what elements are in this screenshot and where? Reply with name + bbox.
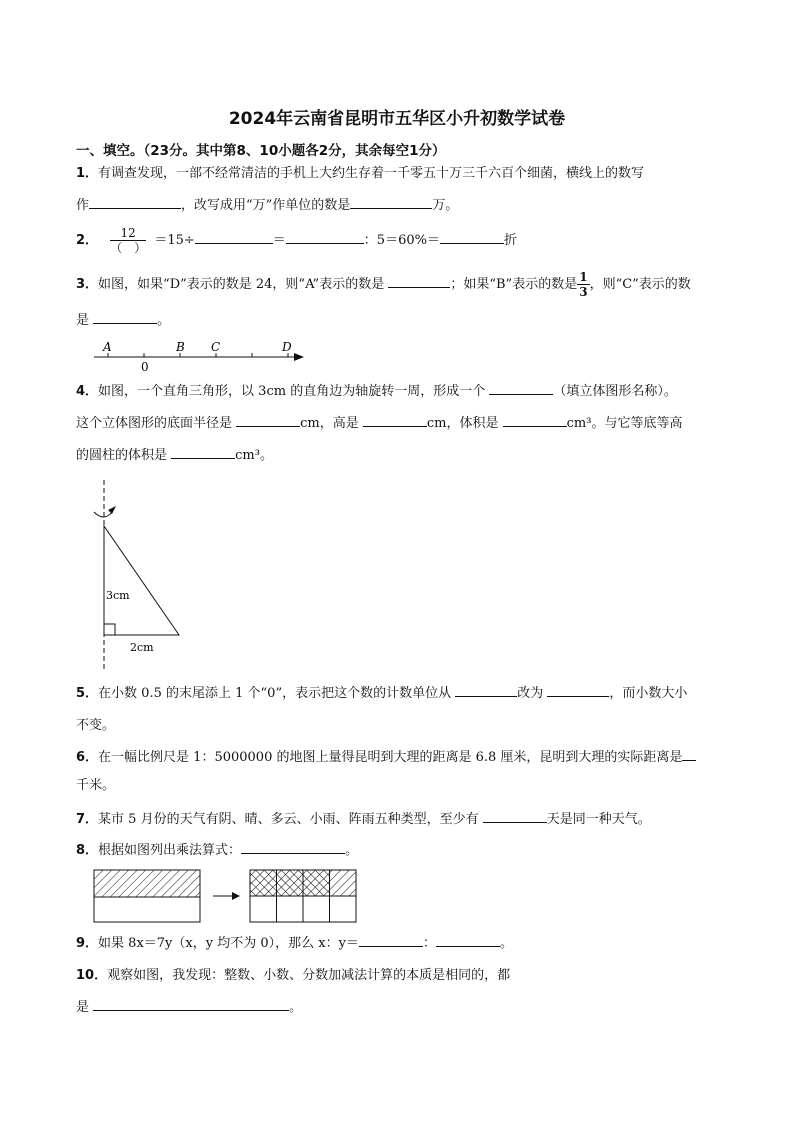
question-number: 4． bbox=[76, 384, 99, 399]
section-heading: 一、填空。（23分。其中第8、10小题各2分，其余每空1分） bbox=[76, 143, 446, 159]
question-number: 5． bbox=[76, 686, 99, 701]
question-number: 8． bbox=[76, 843, 99, 858]
answer-blank[interactable] bbox=[363, 414, 427, 427]
question-10: 10．观察如图，我发现：整数、小数、分数加减法计算的本质是相同的，都 bbox=[76, 968, 511, 983]
answer-blank[interactable] bbox=[483, 810, 547, 823]
right-angle-mark bbox=[104, 624, 115, 635]
label-c: C bbox=[211, 340, 221, 354]
question-number: 6． bbox=[76, 750, 99, 765]
question-number: 1． bbox=[76, 166, 99, 181]
answer-blank[interactable] bbox=[547, 684, 609, 697]
rotation-arrow-icon bbox=[94, 512, 112, 517]
answer-blank[interactable] bbox=[171, 446, 235, 459]
question-6: 6．在一幅比例尺是 1：5000000 的地图上量得昆明到大理的距离是 6.8 厘米，昆明到大理的实际距离是 bbox=[76, 748, 696, 768]
answer-blank[interactable] bbox=[350, 196, 432, 209]
question-number: 3． bbox=[76, 277, 99, 292]
answer-blank[interactable] bbox=[388, 275, 450, 288]
answer-blank[interactable] bbox=[440, 231, 504, 244]
question-5-line2: 不变。 bbox=[76, 718, 116, 733]
answer-blank[interactable] bbox=[489, 382, 553, 395]
question-1-line2 bbox=[76, 196, 458, 216]
question-2: 2． $\frac{12}{( )}$ ＝15÷ ＝ ：5＝60%＝ 折 bbox=[76, 226, 517, 255]
answer-blank[interactable] bbox=[286, 231, 364, 244]
question-9: 9．如果 8x＝7y（x，y 均不为 0），那么 x：y＝ ： 。 bbox=[76, 936, 513, 951]
question-number: 7． bbox=[76, 812, 99, 827]
question-number: 9． bbox=[76, 936, 99, 951]
question-text: 作 bbox=[76, 198, 90, 213]
answer-blank[interactable] bbox=[682, 748, 696, 761]
question-4-line2: 这个立体图形的底面半径是 cm，高是 cm，体积是 cm³。与它等底等高 bbox=[76, 416, 683, 431]
question-3: 3．如图，如果“D”表示的数是 24，则“A”表示的数是 ；如果“B”表示的数是 $\frac{1}{3}$ ，则“C”表示的数 bbox=[76, 270, 691, 299]
answer-blank[interactable] bbox=[241, 841, 345, 854]
label-d: D bbox=[282, 340, 292, 354]
triangle-figure bbox=[86, 478, 196, 673]
answer-blank[interactable] bbox=[93, 998, 289, 1011]
arrow-icon bbox=[294, 353, 304, 361]
answer-blank[interactable] bbox=[359, 934, 423, 947]
question-8: 8．根据如图列出乘法算式： 。 bbox=[76, 843, 359, 858]
label-b: B bbox=[176, 340, 185, 354]
question-1 bbox=[76, 164, 644, 184]
question-number: 10． bbox=[76, 968, 108, 983]
fraction: $\frac{12}{( )}$ bbox=[110, 226, 147, 255]
question-10-line2: 是 。 bbox=[76, 1000, 303, 1015]
question-3-line2: 是 。 bbox=[76, 313, 171, 328]
number-line-figure bbox=[90, 338, 310, 374]
cross-shaded-part bbox=[250, 870, 330, 896]
label-zero: 0 bbox=[141, 360, 149, 374]
question-number: 2． bbox=[76, 233, 99, 248]
answer-blank[interactable] bbox=[503, 414, 567, 427]
page-title: 2024年云南省昆明市五华区小升初数学试卷 bbox=[228, 109, 566, 129]
answer-blank[interactable] bbox=[236, 414, 300, 427]
arrow-head-icon bbox=[108, 506, 116, 514]
arrow-icon bbox=[232, 892, 240, 900]
label-a: A bbox=[103, 340, 112, 354]
answer-blank[interactable] bbox=[93, 311, 157, 324]
question-4: 4．如图，一个直角三角形，以 3cm 的直角边为轴旋转一周，形成一个 （填立体图形名称）。 bbox=[76, 384, 677, 399]
base-label: 2cm bbox=[130, 641, 154, 654]
answer-blank[interactable] bbox=[89, 196, 181, 209]
answer-blank[interactable] bbox=[455, 684, 517, 697]
question-5: 5．在小数 0.5 的末尾添上 1 个“0”，表示把这个数的计数单位从 改为 ，而小数大小 bbox=[76, 686, 688, 701]
fraction: $\frac{1}{3}$ bbox=[579, 270, 588, 299]
question-text: 万。 bbox=[432, 198, 459, 213]
answer-blank[interactable] bbox=[436, 934, 500, 947]
shaded-part bbox=[94, 870, 200, 897]
height-label: 3cm bbox=[106, 589, 130, 602]
multiplication-figure bbox=[90, 866, 360, 926]
right-triangle bbox=[104, 526, 179, 635]
answer-blank[interactable] bbox=[195, 231, 273, 244]
question-text: 有调查发现，一部不经常清洁的手机上大约生存着一千零五十万三千六百个细菌，横线上的数写 bbox=[98, 166, 645, 181]
question-4-line3: 的圆柱的体积是 cm³。 bbox=[76, 448, 273, 463]
question-6-line2: 千米。 bbox=[76, 778, 116, 793]
question-7: 7．某市 5 月份的天气有阴、晴、多云、小雨、阵雨五种类型，至少有 天是同一种天气。 bbox=[76, 812, 651, 827]
question-text: ，改写成用“万”作单位的数是 bbox=[181, 198, 351, 213]
